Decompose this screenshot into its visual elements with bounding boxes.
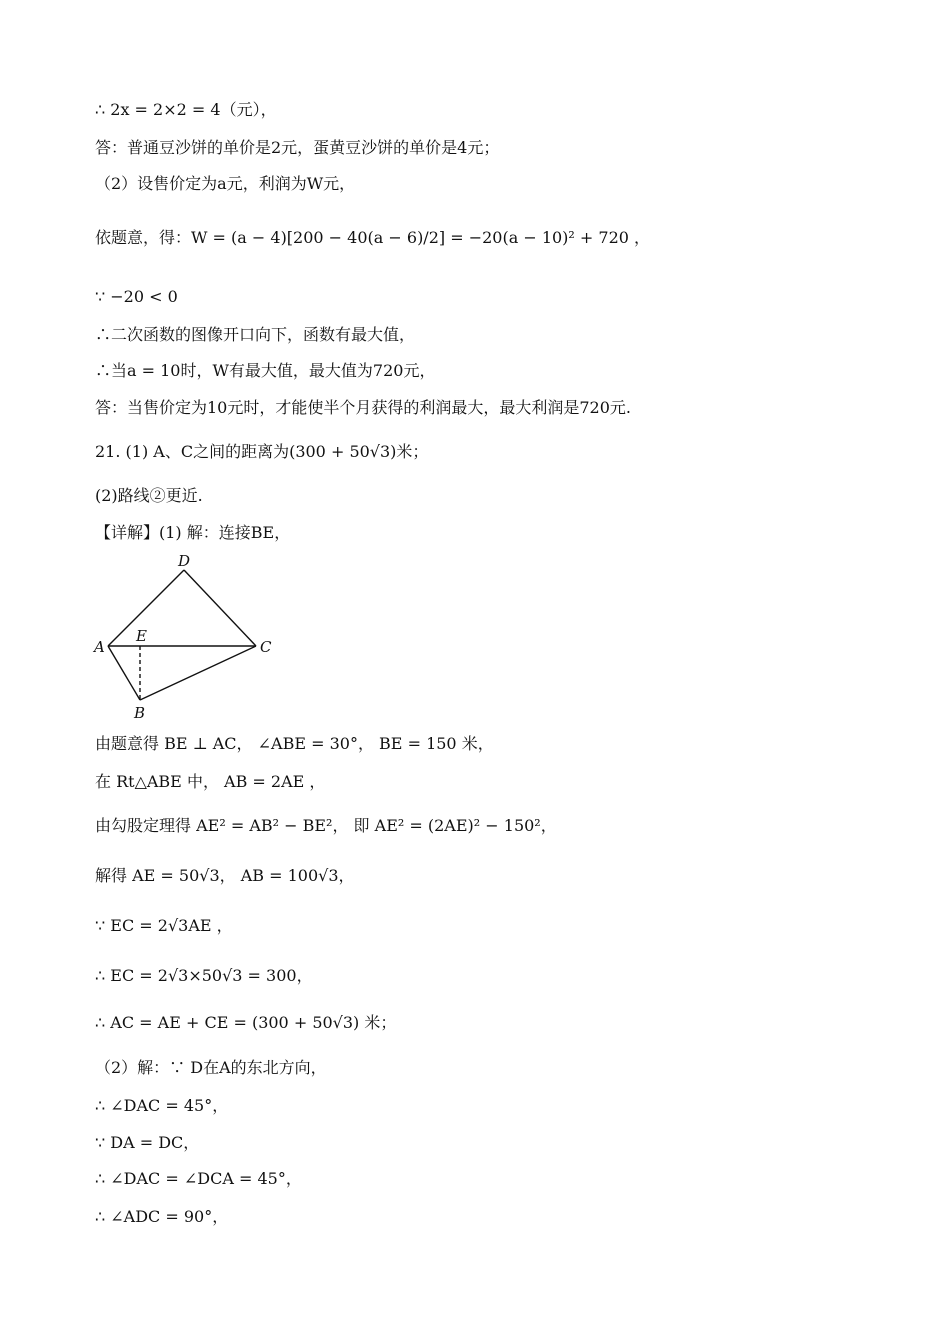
text-line: 解得 AE = 50√3， AB = 100√3， [95, 866, 355, 885]
text-line: 在 Rt△ABE 中， AB = 2AE ， [95, 772, 326, 791]
label-a: A [94, 638, 105, 656]
segment-dc [184, 570, 256, 646]
text-line: ∵ EC = 2√3AE ， [95, 916, 233, 935]
text-line: ∴ 2x = 2×2 = 4（元）， [95, 100, 277, 119]
text-line: ∴ ∠ADC = 90°， [95, 1207, 229, 1226]
text-line: ∴ ∠DAC = ∠DCA = 45°， [95, 1169, 302, 1188]
segment-bc [140, 646, 256, 700]
label-d: D [178, 552, 191, 570]
geometry-diagram [90, 550, 280, 725]
text-line: ∴ ∠DAC = 45°， [95, 1096, 229, 1115]
text-line: 依题意，得：W = (a − 4)[200 − 40(a − 6)/2] = −20(a − 10)² + 720 ， [95, 228, 651, 247]
text-line: 由勾股定理得 AE² = AB² − BE²， 即 AE² = (2AE)² − 150²， [95, 816, 557, 835]
label-c: C [260, 638, 272, 656]
text-line: 由题意得 BE ⊥ AC， ∠ABE = 30°， BE = 150 米， [95, 734, 494, 753]
segment-ab [108, 646, 140, 700]
text-line: 答：普通豆沙饼的单价是2元，蛋黄豆沙饼的单价是4元； [95, 138, 500, 157]
text-line: （2）设售价定为a元，利润为W元， [95, 174, 356, 193]
text-line: 答：当售价定为10元时，才能使半个月获得的利润最大，最大利润是720元. [95, 398, 631, 417]
text-line: ∴ EC = 2√3×50√3 = 300， [95, 966, 313, 985]
text-line: ∴ AC = AE + CE = (300 + 50√3) 米； [95, 1013, 397, 1032]
text-line: ∵ DA = DC， [95, 1133, 200, 1152]
text-line: ∴二次函数的图像开口向下，函数有最大值， [95, 325, 416, 344]
text-line: （2）解：∵ D在A的东北方向， [95, 1058, 327, 1077]
text-line: ∵ −20 < 0 [95, 287, 178, 306]
label-b: B [134, 704, 146, 722]
label-e: E [136, 627, 147, 645]
text-line: 【详解】(1) 解：连接BE， [95, 523, 291, 542]
text-line: 21. (1) A、C之间的距离为(300 + 50√3)米； [95, 442, 429, 461]
text-line: ∴当a = 10时，W有最大值，最大值为720元， [95, 361, 436, 380]
text-line: (2)路线②更近. [95, 486, 203, 505]
